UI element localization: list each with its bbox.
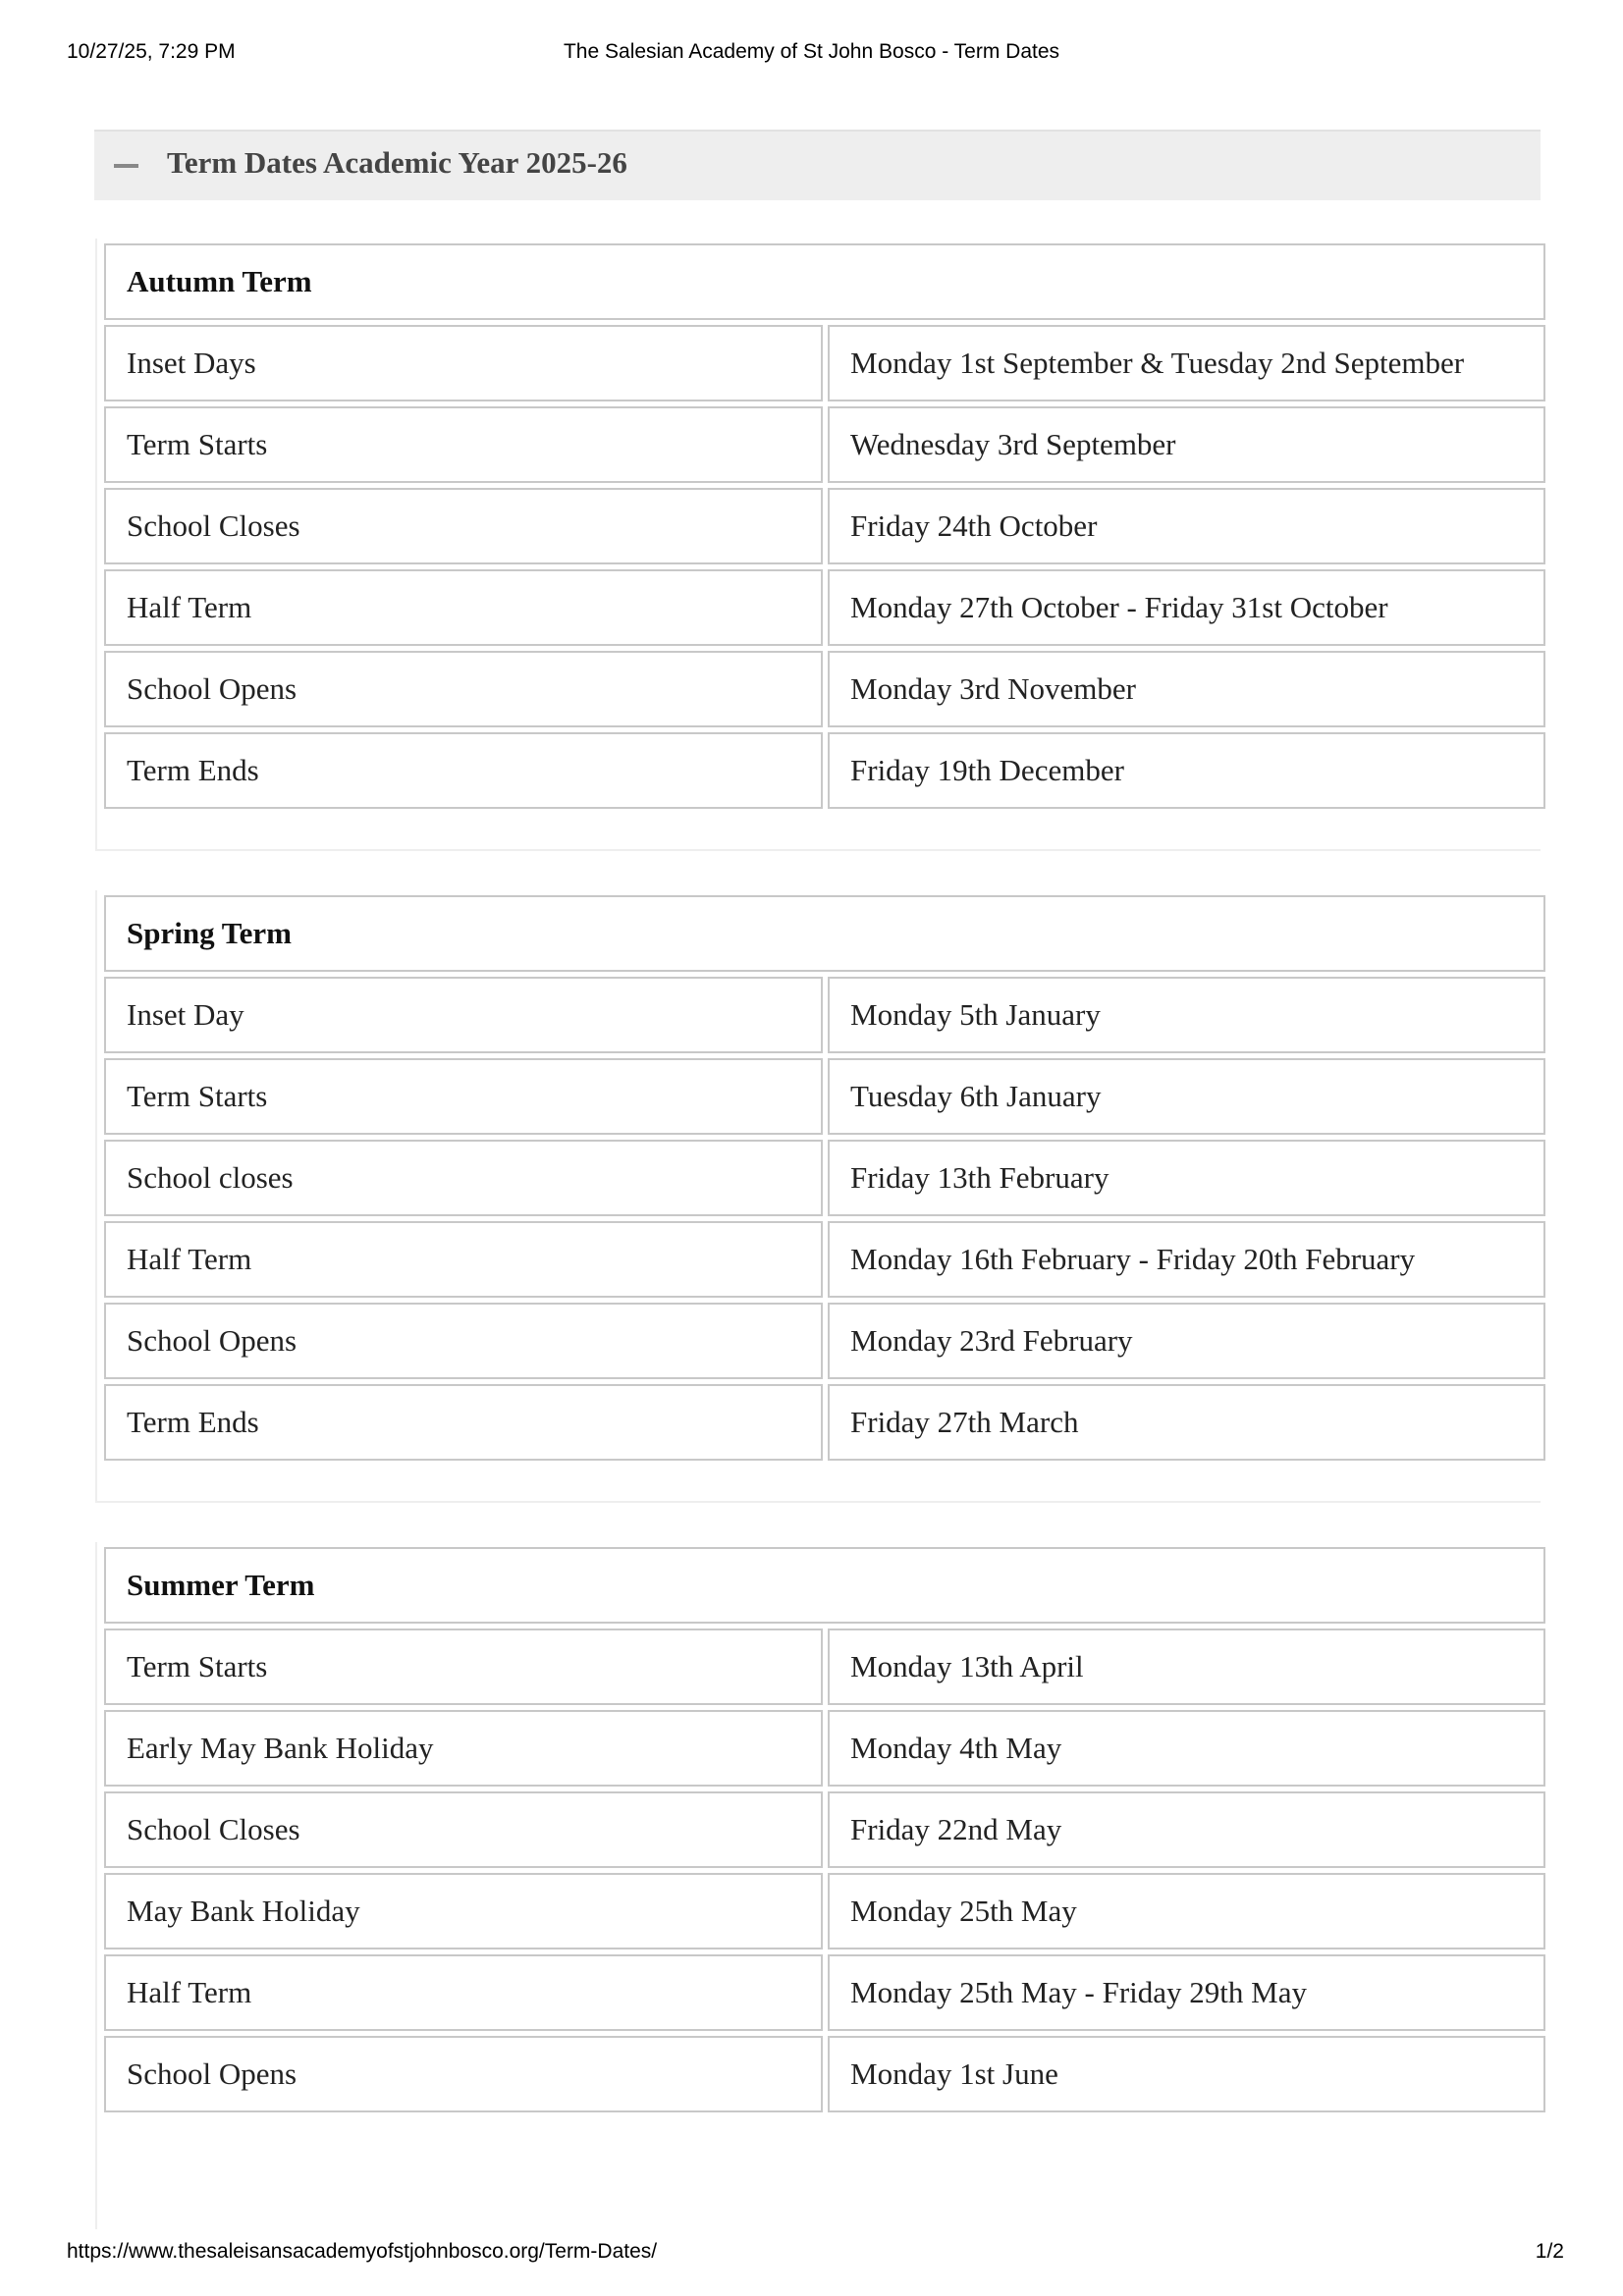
spring-term-table — [99, 890, 1550, 1466]
row-label: Inset Days — [104, 325, 823, 401]
row-value: Monday 3rd November — [828, 651, 1545, 727]
row-label: Inset Day — [104, 977, 823, 1053]
accordion-heading: Term Dates Academic Year 2025-26 — [167, 145, 627, 180]
term-title: Spring Term — [104, 895, 1545, 972]
row-value: Monday 5th January — [828, 977, 1545, 1053]
table-row — [104, 1954, 1545, 2031]
table-row — [104, 2036, 1545, 2112]
table-row — [104, 1547, 1545, 1624]
table-row — [104, 406, 1545, 483]
table-row — [104, 1629, 1545, 1705]
row-value: Monday 25th May - Friday 29th May — [828, 1954, 1545, 2031]
row-label: Half Term — [104, 569, 823, 646]
spring-term-block — [95, 890, 1541, 1503]
table-row — [104, 1791, 1545, 1868]
summer-term-table — [99, 1542, 1550, 2117]
summer-term-block — [95, 1542, 1541, 2229]
row-value: Monday 23rd February — [828, 1303, 1545, 1379]
row-value: Wednesday 3rd September — [828, 406, 1545, 483]
print-page-title: The Salesian Academy of St John Bosco - Term Dates — [563, 40, 1060, 63]
autumn-term-block — [95, 239, 1541, 851]
row-value: Friday 27th March — [828, 1384, 1545, 1461]
row-label: Term Starts — [104, 1058, 823, 1135]
autumn-term-table — [99, 239, 1550, 814]
row-value: Tuesday 6th January — [828, 1058, 1545, 1135]
row-label: Term Starts — [104, 1629, 823, 1705]
row-label: School Opens — [104, 2036, 823, 2112]
page-number: 1/2 — [1535, 2240, 1564, 2263]
row-value: Monday 27th October - Friday 31st October — [828, 569, 1545, 646]
row-value: Friday 24th October — [828, 488, 1545, 564]
row-label: School Opens — [104, 651, 823, 727]
row-label: Term Ends — [104, 732, 823, 809]
row-label: Half Term — [104, 1954, 823, 2031]
print-url: https://www.thesaleisansacademyofstjohnbosco.org/Term-Dates/ — [67, 2240, 658, 2263]
row-label: Term Starts — [104, 406, 823, 483]
table-row — [104, 651, 1545, 727]
row-value: Monday 16th February - Friday 20th February — [828, 1221, 1545, 1298]
minus-icon[interactable] — [114, 164, 138, 168]
row-value: Friday 22nd May — [828, 1791, 1545, 1868]
row-label: May Bank Holiday — [104, 1873, 823, 1949]
row-value: Friday 13th February — [828, 1140, 1545, 1216]
table-row — [104, 732, 1545, 809]
row-value: Monday 4th May — [828, 1710, 1545, 1787]
table-row — [104, 895, 1545, 972]
table-row — [104, 569, 1545, 646]
row-value: Monday 1st June — [828, 2036, 1545, 2112]
table-row — [104, 977, 1545, 1053]
table-row — [104, 1710, 1545, 1787]
table-row — [104, 1303, 1545, 1379]
row-value: Monday 25th May — [828, 1873, 1545, 1949]
row-value: Monday 1st September & Tuesday 2nd September — [828, 325, 1545, 401]
row-value: Monday 13th April — [828, 1629, 1545, 1705]
print-header — [0, 40, 1623, 70]
row-label: School Opens — [104, 1303, 823, 1379]
print-datetime: 10/27/25, 7:29 PM — [67, 40, 236, 63]
table-row — [104, 1058, 1545, 1135]
print-footer — [0, 2240, 1623, 2269]
term-dates-accordion-header[interactable] — [94, 130, 1541, 200]
table-row — [104, 243, 1545, 320]
row-label: School Closes — [104, 1791, 823, 1868]
term-title: Summer Term — [104, 1547, 1545, 1624]
table-row — [104, 1384, 1545, 1461]
row-label: School closes — [104, 1140, 823, 1216]
row-label: Half Term — [104, 1221, 823, 1298]
row-value: Friday 19th December — [828, 732, 1545, 809]
row-label: School Closes — [104, 488, 823, 564]
row-label: Term Ends — [104, 1384, 823, 1461]
term-title: Autumn Term — [104, 243, 1545, 320]
table-row — [104, 1140, 1545, 1216]
table-row — [104, 325, 1545, 401]
table-row — [104, 1221, 1545, 1298]
row-label: Early May Bank Holiday — [104, 1710, 823, 1787]
table-row — [104, 1873, 1545, 1949]
table-row — [104, 488, 1545, 564]
